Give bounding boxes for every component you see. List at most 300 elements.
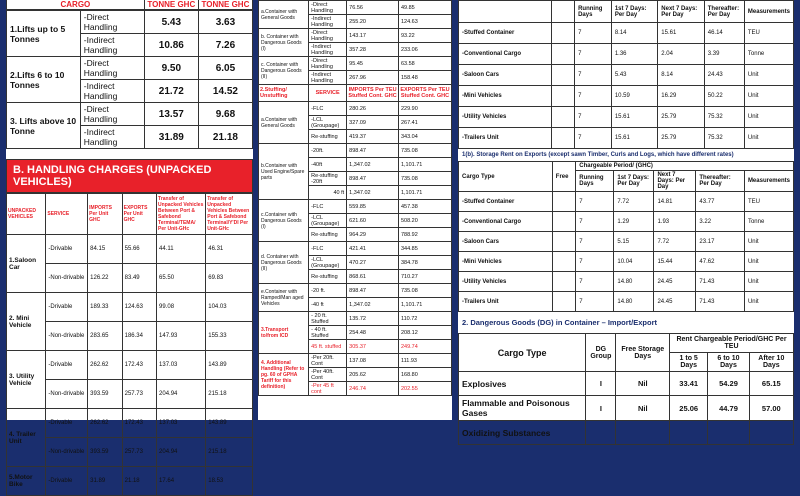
- export-rate: 9.68: [198, 103, 252, 126]
- table-row: [259, 29, 452, 43]
- rent-column-header: Next 7 Days: Per Day: [654, 171, 696, 192]
- container-rate: 229.90: [398, 102, 451, 116]
- service-type: -FLC: [309, 200, 347, 214]
- rent-rate: Tonne: [744, 44, 793, 65]
- dg-value: 25.06: [670, 396, 708, 421]
- rent-rate: 25.79: [658, 128, 704, 149]
- rent-rate: 75.32: [704, 107, 744, 128]
- rent-rate: Unit: [744, 128, 793, 149]
- rent-column-header: 1st 7 Days: Per Day: [614, 171, 654, 192]
- table-row: [7, 194, 253, 235]
- vehicle-category: 5.Motor Bike: [7, 467, 46, 496]
- dg-free-header: Free Storage Days: [616, 334, 670, 372]
- vehicle-rate: 44.11: [157, 235, 206, 264]
- dg-value: 54.29: [708, 372, 749, 396]
- free-days: [552, 272, 575, 292]
- dg-cargo-type: Flammable and Poisonous Gases: [459, 396, 586, 421]
- service-type: -Non-drivable: [46, 438, 88, 467]
- container-category: c.Container with Dangerous Goods (I): [259, 200, 309, 242]
- table-row: [459, 334, 794, 353]
- vehicle-rate: 18.53: [206, 467, 253, 496]
- service-type: -Direct Handling: [309, 29, 347, 43]
- container-category: e.Container with Ramped/Man aged Vehicles: [259, 284, 309, 312]
- dg-value: Nil: [616, 372, 670, 396]
- container-rate: 93.22: [398, 29, 451, 43]
- rent-rate: Unit: [744, 86, 793, 107]
- container-rate: 63.58: [398, 57, 451, 71]
- table-row: [259, 242, 452, 256]
- dg-value: 65.15: [749, 372, 793, 396]
- vehicle-rate: 147.93: [157, 322, 206, 351]
- export-rate: 14.52: [198, 80, 252, 103]
- rent-rate: Unit: [744, 272, 793, 292]
- rent-rate: 50.22: [704, 86, 744, 107]
- vehicle-column-header: IMPORTS Per Unit GHC: [88, 194, 122, 235]
- service-type: -Drivable: [46, 467, 88, 496]
- container-rate: 305.37: [347, 340, 399, 354]
- rent-rate: 1.29: [614, 212, 654, 232]
- table-row: [459, 212, 794, 232]
- container-rate: 280.26: [347, 102, 399, 116]
- rent-rate: 8.14: [658, 65, 704, 86]
- handling-type: -Indirect Handling: [80, 126, 144, 149]
- dg-period-header: After 10 Days: [749, 353, 793, 372]
- service-type: -FLC: [309, 102, 347, 116]
- rent-rate: 3.22: [696, 212, 745, 232]
- rent-rate: 75.32: [704, 128, 744, 149]
- table-row: [459, 107, 794, 128]
- import-rate: 9.50: [144, 57, 198, 80]
- container-rate: 898.47: [347, 284, 399, 298]
- running-days: 7: [575, 65, 612, 86]
- service-type: -Drivable: [46, 235, 88, 264]
- vehicle-rate: 21.18: [122, 467, 156, 496]
- export-rate: 21.18: [198, 126, 252, 149]
- vehicle-rate: 257.73: [122, 438, 156, 467]
- vehicle-rate: 46.31: [206, 235, 253, 264]
- service-type: -LCL (Groupage): [309, 116, 347, 130]
- stuffing-header: 2.Stuffing/ Unstuffing: [259, 85, 309, 102]
- table-row: [259, 312, 452, 326]
- rent-column-header: Thereafter: Per Day: [704, 1, 744, 23]
- container-rate: 158.48: [398, 71, 451, 85]
- vehicle-rate: 215.18: [206, 438, 253, 467]
- vehicle-rate: 155.33: [206, 322, 253, 351]
- service-type: -40 ft: [309, 298, 347, 312]
- service-type: -20ft.: [309, 144, 347, 158]
- rent-rate: 2.04: [658, 44, 704, 65]
- running-days: 7: [575, 23, 612, 44]
- running-days: 7: [576, 232, 614, 252]
- rent-rate: Unit: [744, 292, 793, 312]
- running-days: 7: [576, 192, 614, 212]
- table-row: [459, 292, 794, 312]
- export-rate: 3.63: [198, 11, 252, 34]
- table-row: [459, 421, 794, 445]
- vehicle-rate: 189.33: [88, 293, 122, 322]
- service-type: Re-stuffing: [309, 130, 347, 144]
- free-days: [552, 212, 575, 232]
- container-rate: 1,101.71: [398, 158, 451, 172]
- container-rate: 735.08: [398, 284, 451, 298]
- free-days: [551, 65, 574, 86]
- dg-period-header: 6 to 10 Days: [708, 353, 749, 372]
- container-handling-table: [258, 0, 452, 396]
- dg-value: [586, 421, 616, 445]
- cargo-type: -Saloon Cars: [459, 232, 553, 252]
- rent-rate: 1.93: [654, 212, 696, 232]
- rent-rate: 43.77: [696, 192, 745, 212]
- container-rate: 249.74: [398, 340, 451, 354]
- service-type: -Indirect Handling: [309, 43, 347, 57]
- stuffing-header: SERVICE: [309, 85, 347, 102]
- free-days: [551, 128, 574, 149]
- table-row: [7, 351, 253, 380]
- cargo-type: -Mini Vehicles: [459, 252, 553, 272]
- container-rate: 110.72: [398, 312, 451, 326]
- running-days: 7: [576, 212, 614, 232]
- vehicle-category: 2. Mini Vehicle: [7, 293, 46, 351]
- table-row: [7, 409, 253, 438]
- rent-rate: 8.14: [611, 23, 657, 44]
- table-row: [459, 372, 794, 396]
- service-type: -Non-drivable: [46, 322, 88, 351]
- table-row: [7, 467, 253, 496]
- container-rate: 135.72: [347, 312, 399, 326]
- vehicle-rate: 143.89: [206, 409, 253, 438]
- vehicle-rate: 172.43: [122, 351, 156, 380]
- rent-rate: 5.43: [611, 65, 657, 86]
- running-days: 7: [575, 128, 612, 149]
- service-type: -40ft: [309, 158, 347, 172]
- rent-rate: TEU: [744, 192, 793, 212]
- running-days: 7: [575, 86, 612, 107]
- service-type: -Non-drivable: [46, 380, 88, 409]
- section-b-title: B. HANDLING CHARGES (UNPACKED VEHICLES): [6, 159, 253, 193]
- rent-column-header: [459, 1, 552, 23]
- export-storage-table: [458, 161, 794, 312]
- service-type: -Indirect Handling: [309, 71, 347, 85]
- cargo-type: -Saloon Cars: [459, 65, 552, 86]
- dg-value: [616, 421, 670, 445]
- service-type: -FLC: [309, 242, 347, 256]
- rent-rate: 7.72: [654, 232, 696, 252]
- service-type: -Non-drivable: [46, 264, 88, 293]
- rent-rate: 24.45: [654, 272, 696, 292]
- dg-value: I: [586, 372, 616, 396]
- rent-column-header: Running Days: [576, 171, 614, 192]
- dg-cargo-type: Oxidizing Substances: [459, 421, 586, 445]
- cargo-type-header: Cargo Type: [459, 162, 553, 192]
- service-type: -Direct Handling: [309, 1, 347, 15]
- rent-column-header: 1st 7 Days: Per Day: [611, 1, 657, 23]
- running-days: 7: [576, 272, 614, 292]
- container-rate: 710.27: [398, 270, 451, 284]
- table-row: [259, 57, 452, 71]
- container-rate: 267.96: [347, 71, 399, 85]
- vehicle-category: 1.Saloon Car: [7, 235, 46, 293]
- rent-rate: 14.81: [654, 192, 696, 212]
- handling-type: -Direct Handling: [80, 11, 144, 34]
- rent-rate: 15.61: [658, 23, 704, 44]
- rent-rate: Unit: [744, 107, 793, 128]
- table-row: [7, 235, 253, 264]
- container-rate: 233.06: [398, 43, 451, 57]
- import-storage-table: [458, 0, 794, 149]
- rent-column-header: [551, 1, 574, 23]
- rent-rate: 71.43: [696, 292, 745, 312]
- service-type: - 40 ft. Stuffed: [309, 326, 347, 340]
- vehicle-rate: 104.03: [206, 293, 253, 322]
- vehicle-rate: 137.03: [157, 351, 206, 380]
- handling-type: -Direct Handling: [80, 103, 144, 126]
- vehicle-rate: 143.89: [206, 351, 253, 380]
- table-row: [259, 144, 452, 158]
- table-row: [459, 162, 794, 171]
- container-category: a.Container with General Goods: [259, 1, 309, 29]
- rent-column-header: Running Days: [575, 1, 612, 23]
- rent-rate: 24.45: [654, 292, 696, 312]
- vehicle-rate: 55.66: [122, 235, 156, 264]
- vehicle-rate: 393.59: [88, 438, 122, 467]
- container-rate: 343.04: [398, 130, 451, 144]
- container-category: b.Container with Used Engine/Spare parts: [259, 144, 309, 200]
- service-type: - 20 ft. Stuffed: [309, 312, 347, 326]
- container-rate: 898.47: [347, 172, 399, 186]
- vehicle-rate: 262.62: [88, 409, 122, 438]
- export-storage-note: 1(b). Storage Rent on Exports (except sawn Timber, Curls and Logs, which have different rates): [462, 152, 734, 158]
- running-days: 7: [576, 252, 614, 272]
- table-row: [459, 252, 794, 272]
- container-rate: 1,347.02: [347, 158, 399, 172]
- stuffing-header: EXPORTS Per TEU Stuffed Cont. GHC: [398, 85, 451, 102]
- service-type: -Drivable: [46, 351, 88, 380]
- rent-rate: 15.44: [654, 252, 696, 272]
- vehicle-rate: 84.15: [88, 235, 122, 264]
- import-rate: 21.72: [144, 80, 198, 103]
- free-header: Free: [552, 162, 575, 192]
- vehicle-category: 3. Utility Vehicle: [7, 351, 46, 409]
- stuffing-header: IMPORTS Per TEU Stuffed Cont. GHC: [347, 85, 399, 102]
- service-type: 40 ft: [309, 186, 347, 200]
- rent-rate: 16.29: [658, 86, 704, 107]
- container-rate: 470.27: [347, 256, 399, 270]
- vehicle-rate: 262.62: [88, 351, 122, 380]
- cargo-type: -Utility Vehicles: [459, 107, 552, 128]
- rent-column-header: Next 7 Days: Per Day: [658, 1, 704, 23]
- import-rate: 5.43: [144, 11, 198, 34]
- vehicle-rate: 186.34: [122, 322, 156, 351]
- service-type: -Per 45 ft cont: [309, 382, 347, 396]
- container-rate: 124.63: [398, 15, 451, 29]
- container-rate: 267.41: [398, 116, 451, 130]
- table-row: [259, 200, 452, 214]
- container-rate: 95.45: [347, 57, 399, 71]
- handling-type: -Indirect Handling: [80, 34, 144, 57]
- free-days: [551, 107, 574, 128]
- rent-rate: 7.72: [614, 192, 654, 212]
- container-rate: 457.38: [398, 200, 451, 214]
- container-rate: 384.78: [398, 256, 451, 270]
- table-row: [459, 232, 794, 252]
- table-row: [459, 65, 794, 86]
- lift-category: 2.Lifts 6 to 10 Tonnes: [7, 57, 81, 103]
- table-row: [459, 86, 794, 107]
- vehicle-rate: 83.49: [122, 264, 156, 293]
- table-row: [459, 396, 794, 421]
- dg-group-header: DG Group: [586, 334, 616, 372]
- rent-rate: Tonne: [744, 212, 793, 232]
- container-rate: 1,347.02: [347, 298, 399, 312]
- table-row: [259, 102, 452, 116]
- rent-rate: 14.80: [614, 292, 654, 312]
- vehicle-rate: 69.83: [206, 264, 253, 293]
- container-rate: 788.92: [398, 228, 451, 242]
- imports-header: TONNE GHC: [144, 0, 198, 10]
- dg-value: [708, 421, 749, 445]
- vehicle-rate: 65.50: [157, 264, 206, 293]
- dangerous-goods-table: [458, 333, 794, 445]
- container-rate: 357.28: [347, 43, 399, 57]
- vehicle-rate: 137.03: [157, 409, 206, 438]
- container-rate: 868.61: [347, 270, 399, 284]
- table-row: [459, 1, 794, 23]
- container-rate: 344.85: [398, 242, 451, 256]
- cargo-header: CARGO: [7, 0, 145, 10]
- service-type: -Direct Handling: [309, 57, 347, 71]
- rent-rate: 15.61: [611, 107, 657, 128]
- container-category: 3.Transport to/from ICD: [259, 312, 309, 354]
- service-type: -LCL (Groupage): [309, 256, 347, 270]
- table-row: [459, 23, 794, 44]
- import-rate: 13.57: [144, 103, 198, 126]
- lifts-and-vehicles-panel: [6, 0, 253, 488]
- container-rate: 246.74: [347, 382, 399, 396]
- vehicle-rate: 215.18: [206, 380, 253, 409]
- dg-title: 2. Dangerous Goods (DG) in Container – Import/Export: [462, 318, 658, 327]
- service-type: -Drivable: [46, 293, 88, 322]
- free-days: [552, 192, 575, 212]
- dg-cargo-header: Cargo Type: [459, 334, 586, 372]
- service-type: 45 ft. stuffed: [309, 340, 347, 354]
- container-rate: 208.12: [398, 326, 451, 340]
- vehicle-category: 4. Trailer Unit: [7, 409, 46, 467]
- import-rate: 10.86: [144, 34, 198, 57]
- vehicle-rate: 126.22: [88, 264, 122, 293]
- vehicle-rate: 17.64: [157, 467, 206, 496]
- container-rate: 143.17: [347, 29, 399, 43]
- dg-value: [670, 421, 708, 445]
- table-row: [459, 272, 794, 292]
- rent-column-header: Thereafter: Per Day: [696, 171, 745, 192]
- container-rate: 137.08: [347, 354, 399, 368]
- rent-rate: 5.15: [614, 232, 654, 252]
- container-rate: 421.41: [347, 242, 399, 256]
- cargo-type: -Utility Vehicles: [459, 272, 553, 292]
- container-rate: 255.20: [347, 15, 399, 29]
- table-row: [259, 1, 452, 15]
- running-days: 7: [576, 292, 614, 312]
- service-type: -Drivable: [46, 409, 88, 438]
- service-type: -Indirect Handling: [309, 15, 347, 29]
- service-type: Re-stuffing: [309, 228, 347, 242]
- running-days: 7: [575, 107, 612, 128]
- rent-rate: 15.61: [611, 128, 657, 149]
- rent-rate: Unit: [744, 252, 793, 272]
- vehicle-column-header: SERVICE: [46, 194, 88, 235]
- vehicle-rate: 31.89: [88, 467, 122, 496]
- rent-rate: 25.79: [658, 107, 704, 128]
- container-rate: 898.47: [347, 144, 399, 158]
- container-rate: 1,347.02: [347, 186, 399, 200]
- table-row: [7, 11, 253, 34]
- cargo-type: -Trailers Unit: [459, 128, 552, 149]
- table-row: [259, 284, 452, 298]
- chargeable-period-header: Chargeable Period/ (GHC): [576, 162, 794, 171]
- vehicle-rate: 257.73: [122, 380, 156, 409]
- rent-column-header: Measurements: [744, 171, 793, 192]
- container-category: a.Container with General Goods: [259, 102, 309, 144]
- free-days: [551, 23, 574, 44]
- exports-header: TONNE GHC: [198, 0, 252, 10]
- service-type: Re-stuffing: [309, 270, 347, 284]
- container-rate: 49.85: [398, 1, 451, 15]
- cargo-type: -Stuffed Container: [459, 192, 553, 212]
- cargo-type: -Conventional Cargo: [459, 212, 553, 232]
- free-days: [551, 86, 574, 107]
- table-row: [459, 192, 794, 212]
- container-rate: 111.93: [398, 354, 451, 368]
- container-rate: 735.08: [398, 172, 451, 186]
- storage-rent-panel: [458, 0, 794, 438]
- vehicle-rate: 283.65: [88, 322, 122, 351]
- rent-rate: 24.43: [704, 65, 744, 86]
- container-category: b. Container with Dangerous Goods (I): [259, 29, 309, 57]
- lift-category: 3. Lifts above 10 Tonne: [7, 103, 81, 149]
- vehicle-rate: 99.08: [157, 293, 206, 322]
- cargo-type: -Trailers Unit: [459, 292, 553, 312]
- service-type: -Per 40ft. Cont: [309, 368, 347, 382]
- handling-type: -Direct Handling: [80, 57, 144, 80]
- container-category: d. Container with Dangerous Goods (II): [259, 242, 309, 284]
- table-row: [7, 57, 253, 80]
- dg-value: 44.79: [708, 396, 749, 421]
- running-days: 7: [575, 44, 612, 65]
- dg-rent-header: Rent Chargeable Period/GHC Per TEU: [670, 334, 794, 353]
- service-type: -20 ft.: [309, 284, 347, 298]
- container-rate: 168.80: [398, 368, 451, 382]
- rent-rate: 1.36: [611, 44, 657, 65]
- lift-charges-table: [6, 10, 253, 149]
- container-handling-panel: [258, 0, 452, 420]
- table-row: [259, 85, 452, 102]
- container-rate: 621.60: [347, 214, 399, 228]
- rent-rate: 23.17: [696, 232, 745, 252]
- container-category: 4. Additional Handling (Refer to pg. 60 of GPHA Tariff for this definition): [259, 354, 309, 396]
- vehicle-rate: 124.63: [122, 293, 156, 322]
- rent-rate: 10.59: [611, 86, 657, 107]
- table-row: [459, 128, 794, 149]
- vehicle-column-header: Transfer of Unpacked Vehicles Between Port & Safebond Terminal/Y'DI Per Unit-GHc: [206, 194, 253, 235]
- import-rate: 31.89: [144, 126, 198, 149]
- rent-rate: 14.80: [614, 272, 654, 292]
- lift-category: 1.Lifts up to 5 Tonnes: [7, 11, 81, 57]
- table-row: [7, 103, 253, 126]
- free-days: [552, 252, 575, 272]
- vehicle-handling-table: [6, 193, 253, 496]
- free-days: [551, 44, 574, 65]
- container-category: c. Container with Dangerous Goods (II): [259, 57, 309, 85]
